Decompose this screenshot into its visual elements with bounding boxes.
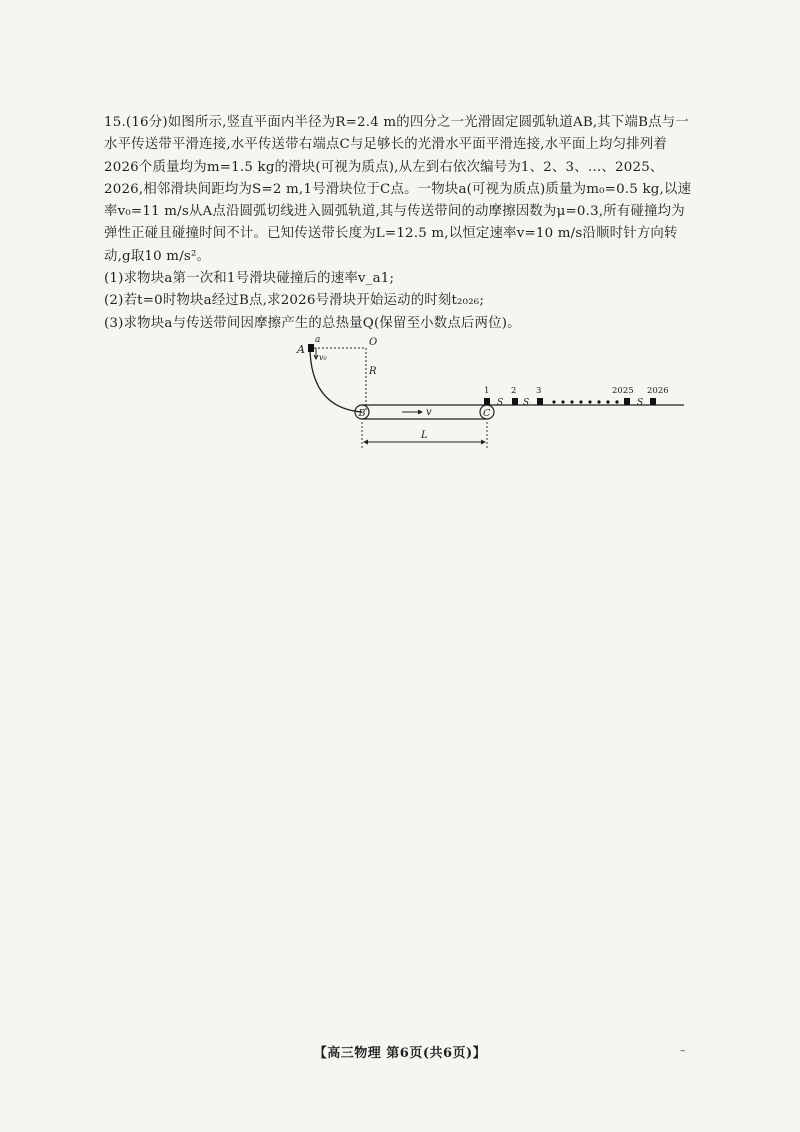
slider-2026 bbox=[650, 398, 656, 405]
label-v: v bbox=[426, 407, 432, 418]
label-O: O bbox=[369, 337, 378, 348]
label-S-1: S bbox=[497, 398, 504, 408]
label-block-2: 2 bbox=[511, 386, 517, 396]
label-a: a bbox=[315, 335, 321, 345]
label-S-2: S bbox=[523, 398, 530, 408]
block-a bbox=[308, 344, 314, 352]
label-C: C bbox=[483, 408, 491, 419]
problem-statement: 15.(16分)如图所示,竖直平面内半径为R=2.4 m的四分之一光滑固定圆弧轨道AB,其下端B点与一水平传送带平滑连接,水平传送带右端点C与足够长的光滑水平面平滑连接,水平面上均匀排列着2026个质量均为m=1.5 kg的滑块(可视为质点),从左到右依次编号为1、2、3、…、2025、2026,相邻滑块间距均为S=2 m,1号滑块位于C点。一物块a(可视为质点)质量为m₀=0.5 kg,以速率v₀=11 m/s从A点沿圆弧切线进入圆弧轨道,其与传送带间的动摩擦因数为μ=0.3,所有碰撞均为弹性正碰且碰撞时间不计。已知传送带长度为L=12.5 m,以恒定速率v=10 m/s沿顺时针方向转动,g取10 m/s²。 bbox=[104, 115, 692, 264]
slider-2 bbox=[512, 398, 518, 405]
slider-1 bbox=[484, 398, 490, 405]
physics-diagram bbox=[290, 334, 690, 456]
label-R: R bbox=[369, 366, 377, 377]
footer-dash: – bbox=[680, 1044, 686, 1057]
slider-2025 bbox=[624, 398, 630, 405]
label-B: B bbox=[358, 408, 366, 419]
diagram-svg bbox=[290, 334, 690, 456]
question-2: (2)若t=0时物块a经过B点,求2026号滑块开始运动的时刻t₂₀₂₆; bbox=[104, 293, 485, 309]
label-L: L bbox=[421, 430, 428, 441]
slider-dots bbox=[552, 400, 618, 403]
slider-3 bbox=[537, 398, 543, 405]
label-S-3: S bbox=[637, 398, 644, 408]
page-footer: 【高三物理 第6页(共6页)】 bbox=[313, 1046, 487, 1061]
label-block-2025: 2025 bbox=[612, 386, 634, 396]
question-3: (3)求物块a与传送带间因摩擦产生的总热量Q(保留至小数点后两位)。 bbox=[104, 315, 521, 331]
problem-15 bbox=[104, 112, 694, 335]
label-A: A bbox=[297, 343, 305, 356]
question-1: (1)求物块a第一次和1号滑块碰撞后的速率v_a1; bbox=[104, 271, 395, 287]
label-block-3: 3 bbox=[536, 386, 542, 396]
arc-track bbox=[310, 350, 362, 412]
label-v0: v₀ bbox=[319, 353, 327, 362]
label-block-2026: 2026 bbox=[647, 386, 669, 396]
label-block-1: 1 bbox=[484, 386, 490, 396]
